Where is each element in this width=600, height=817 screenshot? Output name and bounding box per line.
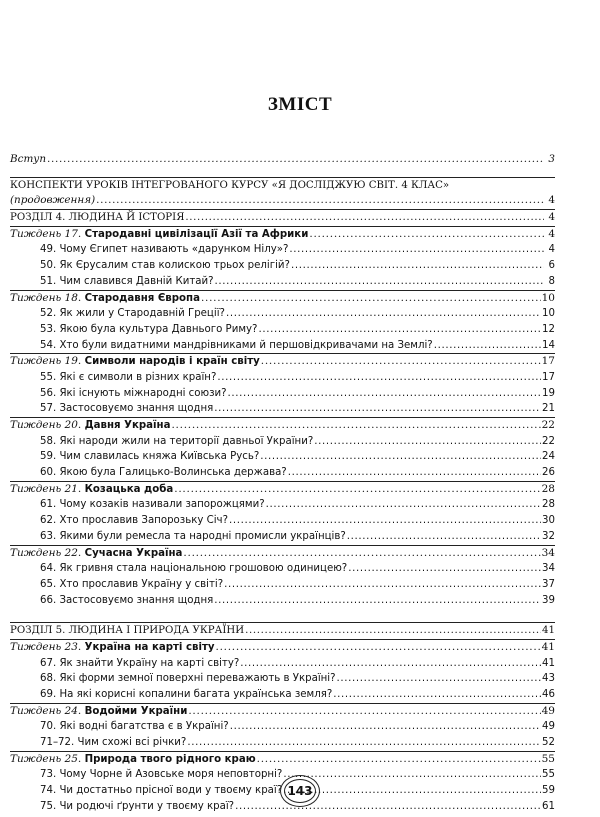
- toc-page-number: 17: [542, 371, 555, 383]
- toc-entry-label: 55. Які є символи в різних країн?: [40, 371, 217, 383]
- toc-entry-label: РОЗДІЛ 5. ЛЮДИНА І ПРИРОДА УКРАЇНИ: [10, 625, 245, 637]
- toc-entry-label: 65. Хто прославив Україну у світі?: [40, 578, 224, 590]
- toc-page-number: 41: [542, 657, 555, 669]
- toc-section-4[interactable]: [10, 209, 555, 226]
- dot-leader: [217, 370, 541, 386]
- toc-week-21[interactable]: [10, 481, 555, 498]
- toc-entry-label: 62. Хто прославив Запорозьку Січ?: [40, 515, 228, 527]
- toc-page-number: 4: [548, 212, 555, 224]
- toc-page-number: 12: [542, 323, 555, 335]
- toc-week-17[interactable]: [10, 226, 555, 243]
- dot-leader: [289, 242, 544, 258]
- toc-entry-label: 69. На які корисні копалини багата українська земля?: [40, 689, 333, 700]
- toc-page-number: 55: [542, 769, 555, 781]
- toc-entry-label: 70. Які водні багатства є в Україні?: [40, 721, 229, 733]
- week-prefix: Тиждень 23.: [10, 640, 82, 653]
- toc-page-number: 17: [541, 355, 555, 368]
- toc-entry-label: 75. Чи родючі ґрунти у твоєму краї?: [40, 800, 235, 812]
- dot-leader: [261, 354, 541, 370]
- dot-leader: [240, 656, 541, 672]
- toc-page-number: 41: [542, 625, 555, 637]
- week-prefix: Тиждень 21.: [10, 482, 82, 495]
- toc-lesson-60[interactable]: [10, 465, 555, 481]
- toc-week-24[interactable]: [10, 703, 555, 720]
- dot-leader: [201, 291, 541, 307]
- dot-leader: [228, 386, 541, 402]
- dot-leader: [215, 274, 544, 290]
- dot-leader: [185, 210, 544, 226]
- toc-entry-label: 60. Якою була Галицько-Волинська держава?: [40, 467, 287, 479]
- dot-leader: [188, 704, 540, 720]
- dot-leader: [171, 418, 540, 434]
- toc-week-18[interactable]: [10, 290, 555, 307]
- toc-lesson-75[interactable]: [10, 799, 555, 815]
- toc-lesson-55[interactable]: [10, 370, 555, 386]
- dot-leader: [214, 401, 541, 417]
- toc-page-number: 32: [542, 530, 555, 542]
- dot-leader: [216, 640, 541, 656]
- toc-lesson-50[interactable]: [10, 258, 555, 274]
- dot-leader: [174, 482, 540, 498]
- week-prefix: Тиждень 22.: [10, 546, 82, 559]
- toc-entry-label: РОЗДІЛ 4. ЛЮДИНА Й ІСТОРІЯ: [10, 212, 185, 224]
- toc-entry-label: 61. Чому козаків називали запорожцями?: [40, 499, 265, 511]
- toc-entry-label: 73. Чому Чорне й Азовське моря неповторні?: [40, 769, 283, 781]
- toc-entry-label: 71–72. Чим схожі всі річки?: [40, 737, 187, 749]
- dot-leader: [283, 767, 541, 783]
- toc-lesson-68[interactable]: [10, 671, 555, 687]
- week-title: Символи народів і країн світу: [84, 356, 260, 368]
- toc-lesson-67[interactable]: [10, 656, 555, 672]
- toc-entry-label: (продовження): [10, 194, 96, 207]
- dot-leader: [283, 783, 541, 799]
- toc-lesson-62[interactable]: [10, 513, 555, 529]
- toc-week-19[interactable]: [10, 353, 555, 370]
- toc-page-number: 30: [542, 515, 555, 527]
- dot-leader: [224, 577, 541, 593]
- toc-page-number: 55: [541, 752, 555, 765]
- toc-lesson-66[interactable]: [10, 593, 555, 609]
- dot-leader: [309, 227, 544, 243]
- dot-leader: [230, 719, 541, 735]
- toc-page-number: 41: [541, 640, 555, 653]
- toc-lesson-61[interactable]: [10, 497, 555, 513]
- toc-lesson-51[interactable]: [10, 274, 555, 290]
- dot-leader: [347, 529, 541, 545]
- toc-page-number: 39: [542, 594, 555, 606]
- toc-page-number: 22: [541, 419, 555, 431]
- toc-page-number: 34: [542, 563, 555, 575]
- page-number: 143: [287, 784, 313, 798]
- toc-entry-label: 68. Які форми земної поверхні переважають в Україні?: [40, 673, 336, 685]
- toc-page-number: 61: [542, 800, 555, 812]
- dot-leader: [333, 687, 541, 703]
- toc-week-22[interactable]: [10, 545, 555, 562]
- toc-entry-label: 57. Застосовуємо знання щодня: [40, 403, 214, 415]
- toc-lesson-59[interactable]: [10, 449, 555, 465]
- dot-leader: [291, 258, 544, 274]
- table-of-contents: [10, 152, 555, 815]
- dot-leader: [348, 561, 541, 577]
- dot-leader: [314, 434, 541, 450]
- week-title: Давня Україна: [84, 420, 171, 431]
- toc-lesson-58[interactable]: [10, 434, 555, 450]
- toc-lesson-64[interactable]: [10, 561, 555, 577]
- week-prefix: Тиждень 18.: [10, 291, 82, 304]
- toc-page-number: 43: [542, 673, 555, 685]
- week-prefix: Тиждень 24.: [10, 704, 82, 717]
- toc-entry-label: 59. Чим славилась княжа Київська Русь?: [40, 451, 260, 463]
- toc-entry-label: 66. Застосовуємо знання щодня: [40, 594, 214, 606]
- toc-page-number: 24: [542, 451, 555, 463]
- toc-page-number: 59: [542, 785, 555, 797]
- dot-leader: [434, 338, 541, 354]
- toc-entry-label: 56. Які існують міжнародні союзи?: [40, 387, 227, 399]
- toc-entry-label: 64. Як гривня стала національною грошовою одиницею?: [40, 563, 348, 575]
- toc-page-number: 21: [542, 403, 555, 415]
- toc-entry-label: 74. Чи достатньо прісної води у твоєму краї?: [40, 785, 283, 797]
- week-prefix: Тиждень 20.: [10, 419, 82, 431]
- week-title: Сучасна Україна: [84, 547, 183, 559]
- course-heading: КОНСПЕКТИ УРОКІВ ІНТЕГРОВАНОГО КУРСУ «Я ДОСЛІДЖУЮ СВІТ. 4 КЛАС»: [10, 177, 555, 194]
- toc-entry-label: 49. Чому Єгипет називають «дарунком Нілу»?: [40, 244, 289, 256]
- page-title: ЗМІСТ: [267, 94, 333, 115]
- toc-page-number: 4: [548, 227, 555, 240]
- toc-page-number: 4: [548, 194, 555, 207]
- toc-section-5[interactable]: [10, 622, 555, 639]
- toc-page-number: 34: [541, 546, 555, 559]
- toc-lesson-53[interactable]: [10, 322, 555, 338]
- toc-lesson-69[interactable]: [10, 687, 555, 703]
- week-title: Водойми України: [84, 705, 188, 717]
- dot-leader: [187, 735, 541, 751]
- toc-page-number: 26: [542, 467, 555, 479]
- toc-page-number: 8: [548, 275, 555, 287]
- toc-page-number: 4: [548, 244, 555, 256]
- toc-lesson-71-72[interactable]: [10, 735, 555, 751]
- week-title: Україна на карті світу: [84, 641, 215, 653]
- dot-leader: [266, 497, 541, 513]
- toc-entry-label: Вступ: [10, 153, 47, 165]
- toc-lesson-57[interactable]: [10, 401, 555, 417]
- toc-page-number: 3: [548, 153, 555, 165]
- dot-leader: [258, 322, 541, 338]
- dot-leader: [288, 465, 541, 481]
- week-title: Природа твого рідного краю: [84, 753, 256, 765]
- toc-entry-label: 53. Якою була культура Давнього Риму?: [40, 323, 258, 335]
- toc-lesson-54[interactable]: [10, 338, 555, 354]
- toc-page-number: 37: [542, 578, 555, 590]
- toc-week-23[interactable]: [10, 639, 555, 656]
- week-prefix: Тиждень 19.: [10, 355, 82, 368]
- dot-leader: [229, 513, 541, 529]
- dot-leader: [337, 671, 541, 687]
- toc-lesson-73[interactable]: [10, 767, 555, 783]
- toc-page-number: 14: [542, 339, 555, 351]
- toc-page-number: 6: [548, 260, 555, 272]
- toc-page-number: 22: [542, 435, 555, 447]
- toc-entry-label: 63. Якими були ремесла та народні промисли українців?: [40, 530, 346, 542]
- dot-leader: [235, 799, 541, 815]
- toc-entry-label: 52. Як жили у Стародавній Греції?: [40, 308, 225, 320]
- toc-page-number: 49: [542, 721, 555, 733]
- page-number-badge: [280, 775, 320, 807]
- toc-page-number: 10: [541, 291, 555, 304]
- week-title: Стародавні цивілізації Азії та Африки: [84, 228, 309, 240]
- toc-page-number: 49: [541, 704, 555, 717]
- toc-week-20[interactable]: [10, 417, 555, 434]
- toc-page-number: 28: [542, 499, 555, 511]
- dot-leader: [245, 623, 541, 639]
- toc-entry-label: 58. Які народи жили на території давньої України?: [40, 435, 314, 447]
- toc-lesson-65[interactable]: [10, 577, 555, 593]
- dot-leader: [96, 193, 544, 209]
- toc-entry-label: 54. Хто були видатними мандрівниками й першовідкривачами на Землі?: [40, 339, 433, 351]
- dot-leader: [183, 546, 540, 562]
- toc-entry-label: 67. Як знайти Україну на карті світу?: [40, 657, 240, 669]
- toc-page-number: 19: [542, 387, 555, 399]
- dot-leader: [47, 152, 544, 168]
- dot-leader: [214, 593, 541, 609]
- dot-leader: [257, 752, 541, 768]
- toc-entry-label: 51. Чим славився Давній Китай?: [40, 275, 214, 287]
- toc-lesson-52[interactable]: [10, 306, 555, 322]
- week-title: Стародавня Європа: [84, 292, 200, 304]
- toc-lesson-49[interactable]: [10, 242, 555, 258]
- toc-page-number: 52: [542, 737, 555, 749]
- dot-leader: [260, 449, 541, 465]
- toc-lesson-63[interactable]: [10, 529, 555, 545]
- week-prefix: Тиждень 25.: [10, 752, 82, 765]
- toc-lesson-70[interactable]: [10, 719, 555, 735]
- toc-entry-label: 50. Як Єрусалим став колискою трьох релігій?: [40, 260, 290, 272]
- week-prefix: Тиждень 17.: [10, 227, 82, 240]
- toc-entry-course[interactable]: [10, 193, 555, 209]
- toc-week-25[interactable]: [10, 751, 555, 768]
- toc-page-number: 46: [542, 689, 555, 700]
- toc-page-number: 28: [541, 482, 555, 495]
- toc-page-number: 10: [542, 308, 555, 320]
- week-title: Козацька доба: [84, 483, 174, 495]
- dot-leader: [226, 306, 541, 322]
- toc-lesson-56[interactable]: [10, 386, 555, 402]
- toc-entry-intro[interactable]: [10, 152, 555, 168]
